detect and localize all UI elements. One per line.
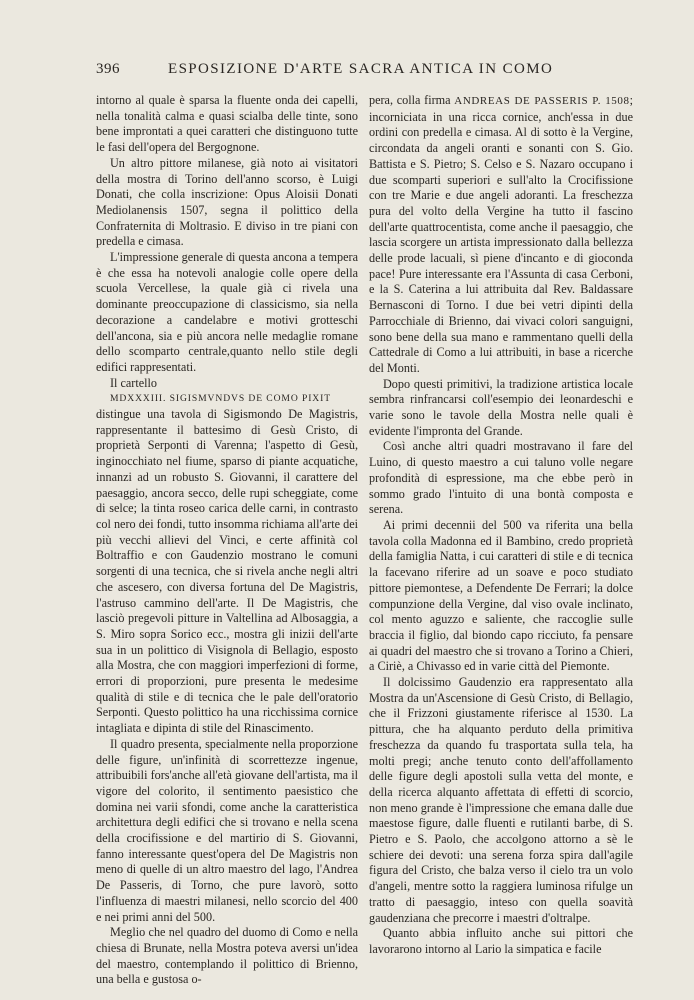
paragraph: intorno al quale è sparsa la fluente onda dei capelli, nella tonalità calma e quasi scialba delle tinte, sono bene improntati a quei caratteri che distinguono tutte le fasi dell'opera del Bergognone. xyxy=(96,93,358,155)
paragraph: Quanto abbia influito anche sui pittori che lavorarono intorno al Lario la simpatica e facile xyxy=(369,926,633,956)
page-number: 396 xyxy=(96,61,120,77)
paragraph xyxy=(369,93,633,377)
paragraph: Meglio che nel quadro del duomo di Como e nella chiesa di Brunate, nella Mostra poteva aversi un'idea del maestro, contemplando il polittico di Brienno, una bella e gustosa o- xyxy=(96,925,358,987)
paragraph: L'impressione generale di questa ancona a tempera è che essa ha notevoli analogie colle opere della scuola Vercellese, la quale già ci rivela una dominante preoccupazione di classicismo, sia nella decorazione a candelabre e motivi grotteschi dell'ancona, sia e più ancora nelle medaglie romane dello scomparto centrale,quanto nello stile degli edifici rappresentati. xyxy=(96,250,358,374)
running-title: ESPOSIZIONE D'ARTE SACRA ANTICA IN COMO xyxy=(168,61,554,77)
paragraph: Ai primi decennii del 500 va riferita una bella tavola colla Madonna ed il Bambino, credo proprietà della famiglia Natta, i cui caratteri di stile e di tecnica la facevano riferire ad un soave e poco studiato pittore piemontese, a Defendente De Ferrari; la dolce compunzione della Vergine, dal viso ovale inclinato, col mento aguzzo e saliente, che raccoglie sulle braccia il figlio, dal biondo capo ricciuto, fa pensare ai quadri del maestro che si trovano a Torino a Chieri, a Ciriè, a Chivasso ed in varie città del Piemonte. xyxy=(369,517,633,674)
paragraph: Così anche altri quadri mostravano il fare del Luino, di questo maestro a cui taluno volle negare profondità di espressione, ma che ebbe però in sommo grado l'intuito di una bontà composta e serena. xyxy=(369,439,633,517)
paragraph-text: ; incorniciata in una ricca cornice, anch'essa in due ordini con predella e cimasa. Al di sotto è la Vergine, circondata da angeli oranti e sonanti con S. Gio. Battista e S. Pietro; S. Celso e S. Nazaro occupano i due scomparti superiori e sull'alto la Crocifissione con tre Marie e due angeli adoranti. La freschezza pura del volto della Vergine ha tutto il fascino dell'arte quattrocentista, come anche il paesaggio, che lascia scorgere un artista impressionato dalla bellezza delle prode lacuali, sì piene d'incanto e di gioconda pace! Pure interessante era l'Assunta di casa Cerboni, e la S. Caterina a lui attribuita dal Rev. Baldassare Bernasconi di Torno. I due bei vetri dipinti della Parrocchiale di Brienno, dai vivaci colori sanguigni, sono bene della sua mano e rammentano quelli della Cattedrale di Como a lui attribuiti, in base a ricerche del Monti. xyxy=(369,93,633,375)
paragraph: Dopo questi primitivi, la tradizione artistica locale sembra rinfrancarsi coll'esempio dei leonardeschi e varie sono le tavole della Mostra nelle quali è evidente l'impronta del Grande. xyxy=(369,376,633,438)
paragraph-text: pera, colla firma xyxy=(369,93,455,107)
page-header xyxy=(96,61,630,83)
paragraph: Il cartello xyxy=(110,375,158,390)
paragraph: Il dolcissimo Gaudenzio era rappresentato alla Mostra da un'Ascensione di Gesù Cristo, di Bellagio, che il Frizzoni giustamente riferisce al 1530. La pittura, che ha alquanto perduto della primitiva freschezza da quando fu trasportata sulla tela, ha molti pregi; anche tenuto conto dell'affollamento delle figure degli apostoli sulla vetta del monte, e della ricerca alquanto affettata di effetti di scorcio, non meno grande è l'impressione che emana dalle due maestose figure, dalle fluenti e rutilanti barbe, di S. Pietro e S. Paolo, che accolgono attorno a sè le schiere dei devoti: una serena forza spira dall'agile figura del Cristo, che balza verso il cielo tra un volo d'angeli, mentre sotto la raggiera luminosa rifulge un tratto di paesaggio, inteso con quella soavità gaudenziana che precorre i maestri d'oltralpe. xyxy=(369,675,633,925)
left-column xyxy=(96,93,358,988)
signature: ANDREAS DE PASSERIS P. 1508 xyxy=(454,95,630,107)
inscription: MDXXXIII. SIGISMVNDVS DE COMO PIXIT xyxy=(110,393,331,405)
paragraph: distingue una tavola di Sigismondo De Magistris, rappresentante il battesimo di Gesù Cristo, di proprietà Serponti di Varenna; l'aspetto di Gesù, inginocchiato nel fiume, sparso di piante acquatiche, innanzi ad un robusto S. Giovanni, il carattere del paesaggio, ancora secco, delle rupi scheggiate, come di selce; la tinta roseo carica delle carni, in contrasto col nero dei fondi, tutto insomma richiama all'arte dei più vecchi allievi del Vinci, e certe affinità col Boltraffio e con Gaudenzio mostrano le comuni sorgenti di una tecnica, che si rivela anche negli altri che ascesero, con diversa fortuna del De Magistris, l'astruso cammino dell'arte. Il De Magistris, che lasciò pregevoli pitture in Valtellina ad Albosaggia, a S. Miro sopra Sorico ecc., mostra gli inizii dell'arte sua in un polittico di Visignola di Bellagio, esposto alla Mostra, che con maggiori imperfezioni di forme, errori di proporzioni, pure presenta le medesime qualità di stile e di tecnica che le pale dell'oratorio Serponti. Questo polittico ha una ricchissima cornice intagliata e dipinta di stile del Rinascimento. xyxy=(96,407,358,736)
paragraph: Un altro pittore milanese, già noto ai visitatori della mostra di Torino dell'anno scorso, è Luigi Donati, che colla inscrizione: Opus Aloisii Donati Mediolanensis 1507, segna il polittico della Confraternita di Moltrasio. E diviso in tre piani con predella e cimasa. xyxy=(96,155,358,249)
paragraph: Il quadro presenta, specialmente nella proporzione delle figure, un'infinità di scorrettezze ingenue, attribuibili fors'anche all'età giovane dell'artista, ma il vigore del colorito, il sentimento paesistico che domina nei varii sfondi, come anche la caratteristica architettura degli edifici che si trovano e nella scena della crocifissione e del martirio di S. Giovanni, fanno interessante quest'opera del De Magistris non meno di quelle di un altro maestro del lago, l'Andrea De Passeris, di Torno, che pure lavorò, sotto l'influenza di maestri milanesi, nello scorcio del 400 e nei primi anni del 500. xyxy=(96,736,358,924)
right-column xyxy=(369,93,633,958)
